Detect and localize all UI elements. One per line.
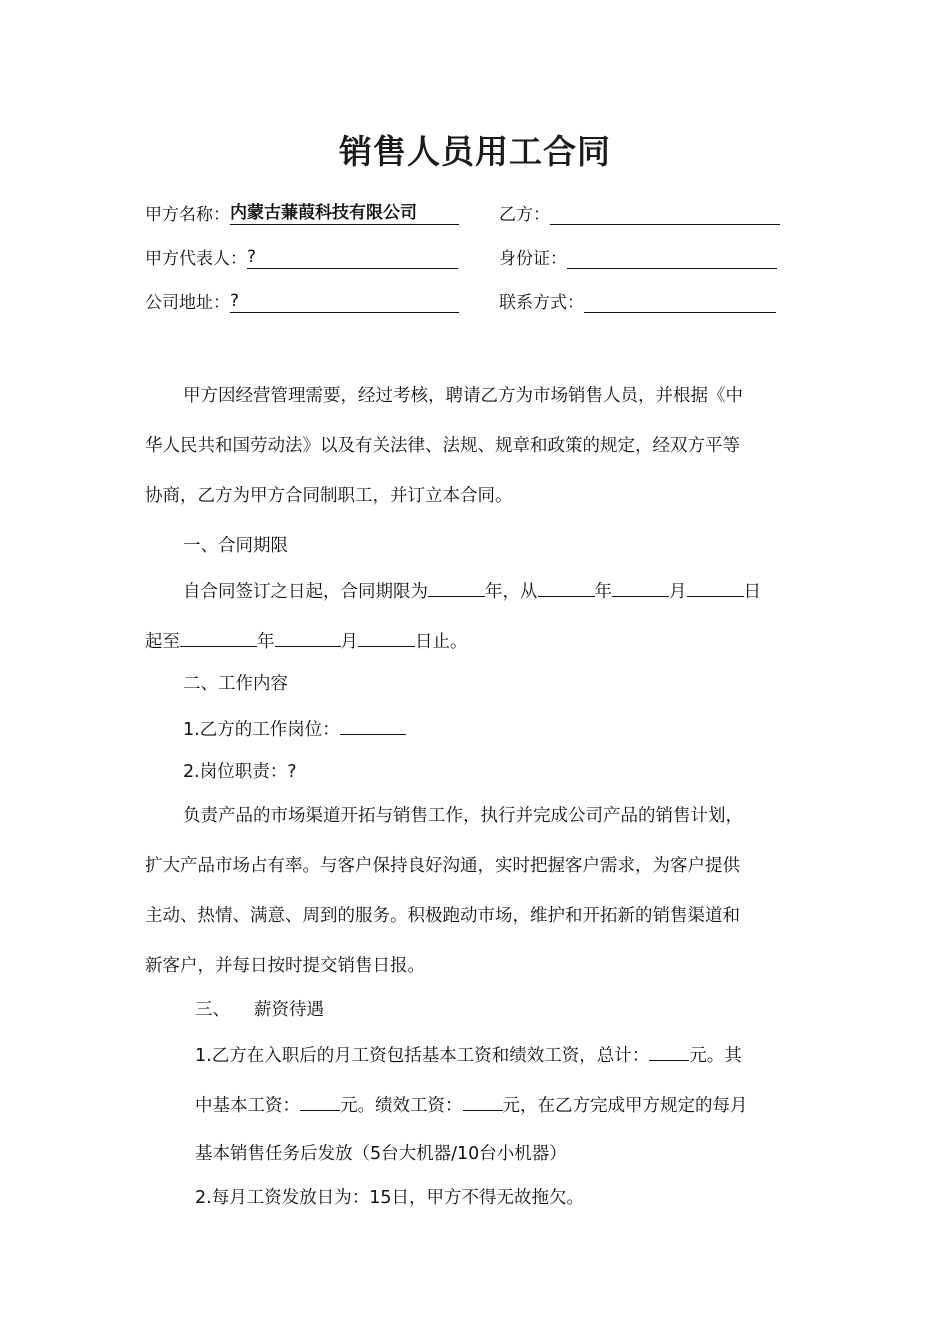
intro-line: 甲方因经营管理需要，经过考核，聘请乙方为市场销售人员，并根据《中 [183, 386, 743, 406]
duties-line: 负责产品的市场渠道开拓与销售工作，执行并完成公司产品的销售计划， [183, 806, 743, 826]
section3-title: 薪资待遇 [254, 1000, 324, 1020]
salary-text: 中基本工资： [195, 1096, 300, 1116]
address-label: 公司地址： [145, 293, 230, 313]
salary-text: 元，在乙方完成甲方规定的每月 [502, 1096, 748, 1116]
term-text: 日 [743, 582, 761, 602]
end-year-blank [180, 626, 257, 647]
address-value: ? [230, 290, 459, 313]
intro-line: 华人民共和国劳动法》以及有关法律、法规、规章和政策的规定，经双方平等 [145, 436, 740, 456]
party-a-name-label: 甲方名称： [145, 205, 230, 225]
end-day-blank [358, 626, 415, 647]
party-a-name-field [145, 200, 459, 225]
address-field [145, 288, 459, 313]
party-a-rep-label: 甲方代表人： [145, 249, 247, 269]
salary-line-2 [195, 1090, 748, 1117]
duties-heading: 2.岗位职责：? [183, 762, 297, 782]
payday-line: 2.每月工资发放日为：15日，甲方不得无故拖欠。 [195, 1188, 584, 1208]
section3-heading [195, 996, 324, 1021]
term-text: 年 [257, 632, 275, 652]
party-b-blank [550, 202, 780, 225]
party-a-name-value: 内蒙古蒹葭科技有限公司 [230, 202, 459, 225]
contact-blank [584, 290, 776, 313]
term-text: 日止。 [415, 632, 468, 652]
id-field [499, 244, 777, 269]
performance-salary-blank [463, 1090, 503, 1111]
salary-line-3: 基本销售任务后发放（5台大机器/10台小机器） [195, 1144, 567, 1164]
duties-line: 主动、热情、满意、周到的服务。积极跑动市场，维护和开拓新的销售渠道和 [145, 906, 740, 926]
start-month-blank [612, 576, 669, 597]
start-day-blank [687, 576, 744, 597]
section1-heading: 一、合同期限 [183, 536, 288, 556]
duties-line: 新客户，并每日按时提交销售日报。 [145, 956, 425, 976]
term-text: 月 [669, 582, 687, 602]
position-label: 1.乙方的工作岗位： [183, 720, 340, 740]
section2-heading: 二、工作内容 [183, 674, 288, 694]
contact-field [499, 288, 776, 313]
term-text: 年，从 [485, 582, 538, 602]
party-b-field [499, 200, 780, 225]
term-text: 年 [594, 582, 612, 602]
start-year-blank [538, 576, 595, 597]
term-text: 起至 [145, 632, 180, 652]
total-salary-blank [649, 1040, 689, 1061]
term-years-blank [428, 576, 485, 597]
salary-line-1 [195, 1040, 742, 1067]
term-line-2 [145, 626, 468, 653]
end-month-blank [275, 626, 341, 647]
party-a-rep-field [145, 244, 458, 269]
party-a-rep-value: ? [247, 246, 458, 269]
term-text: 自合同签订之日起，合同期限为 [183, 582, 428, 602]
position-blank [340, 714, 406, 735]
salary-text: 元。绩效工资： [340, 1096, 463, 1116]
salary-text: 元。其 [689, 1046, 742, 1066]
contact-label: 联系方式： [499, 293, 584, 313]
term-text: 月 [340, 632, 358, 652]
intro-line: 协商，乙方为甲方合同制职工，并订立本合同。 [145, 486, 513, 506]
salary-text: 1.乙方在入职后的月工资包括基本工资和绩效工资，总计： [195, 1046, 650, 1066]
page-title: 销售人员用工合同 [339, 132, 611, 171]
section3-number: 三、 [195, 1000, 230, 1020]
id-blank [567, 246, 777, 269]
position-line [183, 714, 406, 741]
id-label: 身份证： [499, 249, 567, 269]
term-line-1 [183, 576, 761, 603]
duties-line: 扩大产品市场占有率。与客户保持良好沟通，实时把握客户需求，为客户提供 [145, 856, 740, 876]
base-salary-blank [300, 1090, 340, 1111]
party-b-label: 乙方： [499, 205, 550, 225]
